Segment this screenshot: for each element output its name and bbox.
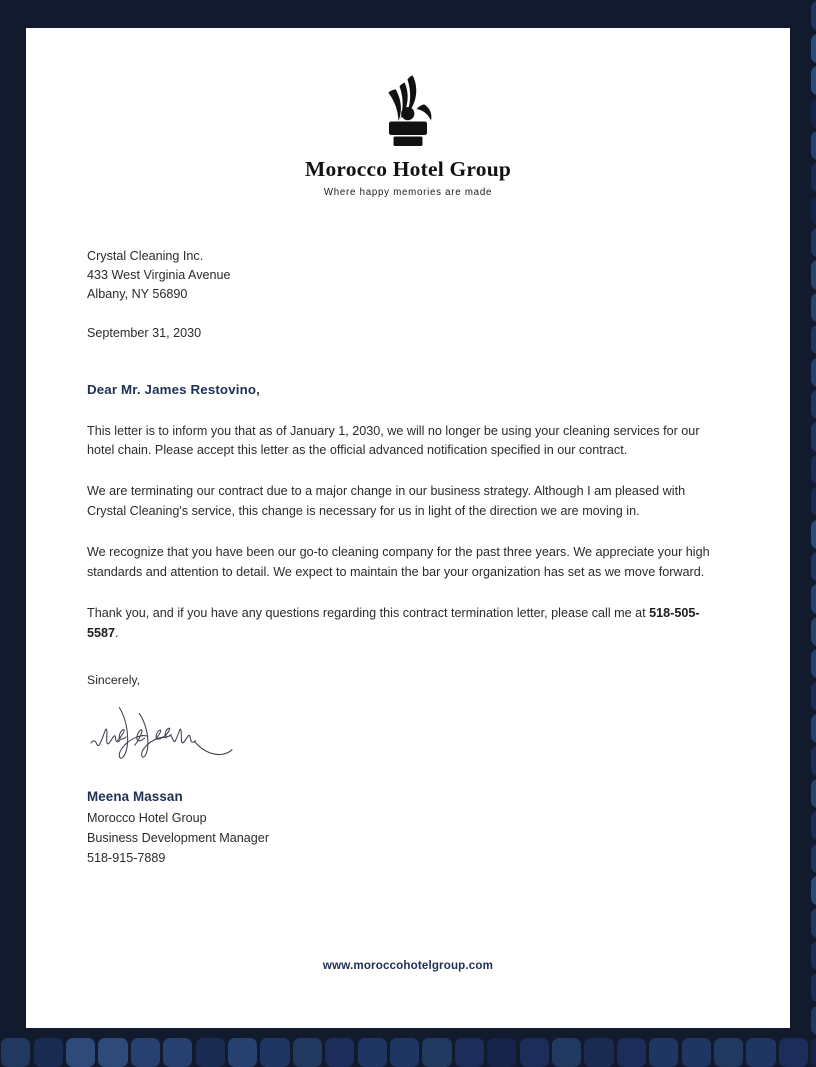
signer-name: Meena Massan (87, 789, 183, 805)
border-tile (163, 1038, 192, 1067)
contact-phone-number: 518-505-5587 (87, 606, 700, 640)
border-tile (811, 844, 816, 873)
border-tile (649, 1038, 678, 1067)
paragraph-1: This letter is to inform you that as of January 1, 2030, we will no longer be using your cleaning services for our hotel chain. Please accept this letter as the official advanced notification specified in our contract. (87, 423, 700, 458)
border-tile (811, 746, 816, 775)
border-tile (811, 779, 816, 808)
border-tile (811, 584, 816, 613)
border-tile (811, 98, 816, 127)
paragraph-2: We are terminating our contract due to a major change in our business strategy. Although I am pleased with Crystal Cleaning's service, this change is necessary for us in light of the direction we are moving in. (87, 484, 686, 518)
recipient-address-block (87, 247, 740, 305)
border-tile (811, 682, 816, 711)
border-tile (422, 1038, 451, 1067)
border-tile (228, 1038, 257, 1067)
footer-website: www.moroccohotelgroup.com (322, 959, 494, 972)
border-tile (811, 163, 816, 192)
border-tile (487, 1038, 516, 1067)
border-tile (552, 1038, 581, 1067)
letterhead (26, 28, 790, 198)
border-tile (66, 1038, 95, 1067)
paragraph-4 (87, 604, 718, 643)
border-tile (811, 552, 816, 581)
border-tile (779, 1038, 808, 1067)
border-tile (811, 487, 816, 516)
border-tile (811, 1006, 816, 1035)
border-tile (811, 293, 816, 322)
border-tile (811, 941, 816, 970)
border-tile (811, 131, 816, 160)
border-tile (358, 1038, 387, 1067)
signature-block (87, 787, 740, 868)
border-tile (390, 1038, 419, 1067)
signer-phone: 518-915-7889 (87, 851, 166, 866)
border-tile (811, 325, 816, 354)
border-tile (293, 1038, 322, 1067)
closing-line: Sincerely, (87, 672, 141, 687)
letter-body (26, 247, 790, 869)
border-tile (811, 422, 816, 451)
recipient-city-state-zip: Albany, NY 56890 (87, 287, 188, 302)
plant-in-planter-icon (374, 72, 442, 150)
border-tile (617, 1038, 646, 1067)
border-tile (260, 1038, 289, 1067)
signer-company: Morocco Hotel Group (87, 811, 207, 826)
border-tile (811, 1038, 816, 1067)
border-tile (811, 196, 816, 225)
border-tile (811, 228, 816, 257)
border-tile (811, 390, 816, 419)
border-tile (584, 1038, 613, 1067)
border-tile (34, 1038, 63, 1067)
paragraph-4-text-after: . (115, 625, 119, 640)
border-tile (811, 1, 816, 30)
border-tile (714, 1038, 743, 1067)
border-tile (196, 1038, 225, 1067)
border-tile (455, 1038, 484, 1067)
border-tile (811, 973, 816, 1002)
border-tile (682, 1038, 711, 1067)
border-tile (811, 876, 816, 905)
border-tile (811, 455, 816, 484)
border-tile (325, 1038, 354, 1067)
recipient-street: 433 West Virginia Avenue (87, 268, 231, 283)
border-tile (811, 908, 816, 937)
logo-company-name: Morocco Hotel Group (304, 157, 512, 181)
border-tile (811, 649, 816, 678)
border-tile (811, 811, 816, 840)
salutation: Dear Mr. James Restovino, (87, 382, 260, 398)
border-tile (811, 260, 816, 289)
border-tile (811, 358, 816, 387)
paragraph-4-text-before: Thank you, and if you have any questions regarding this contract termination letter, please call me at (87, 606, 650, 621)
border-tile (811, 66, 816, 95)
border-tile (811, 520, 816, 549)
border-tile (811, 617, 816, 646)
recipient-name: Crystal Cleaning Inc. (87, 248, 204, 263)
border-tile (811, 34, 816, 63)
border-tile (811, 714, 816, 743)
border-tile (746, 1038, 775, 1067)
border-tile (98, 1038, 127, 1067)
letter-page (26, 28, 790, 1028)
border-tile (1, 1038, 30, 1067)
logo-tagline: Where happy memories are made (323, 186, 493, 198)
border-tile (131, 1038, 160, 1067)
signer-title: Business Development Manager (87, 831, 270, 846)
paragraph-3: We recognize that you have been our go-to cleaning company for the past three years. We appreciate your high standards and attention to detail. We expect to maintain the bar your organization has set as we move forward. (87, 545, 710, 579)
border-tile (520, 1038, 549, 1067)
letter-date: September 31, 2030 (87, 325, 202, 340)
handwritten-signature-icon (89, 699, 239, 761)
